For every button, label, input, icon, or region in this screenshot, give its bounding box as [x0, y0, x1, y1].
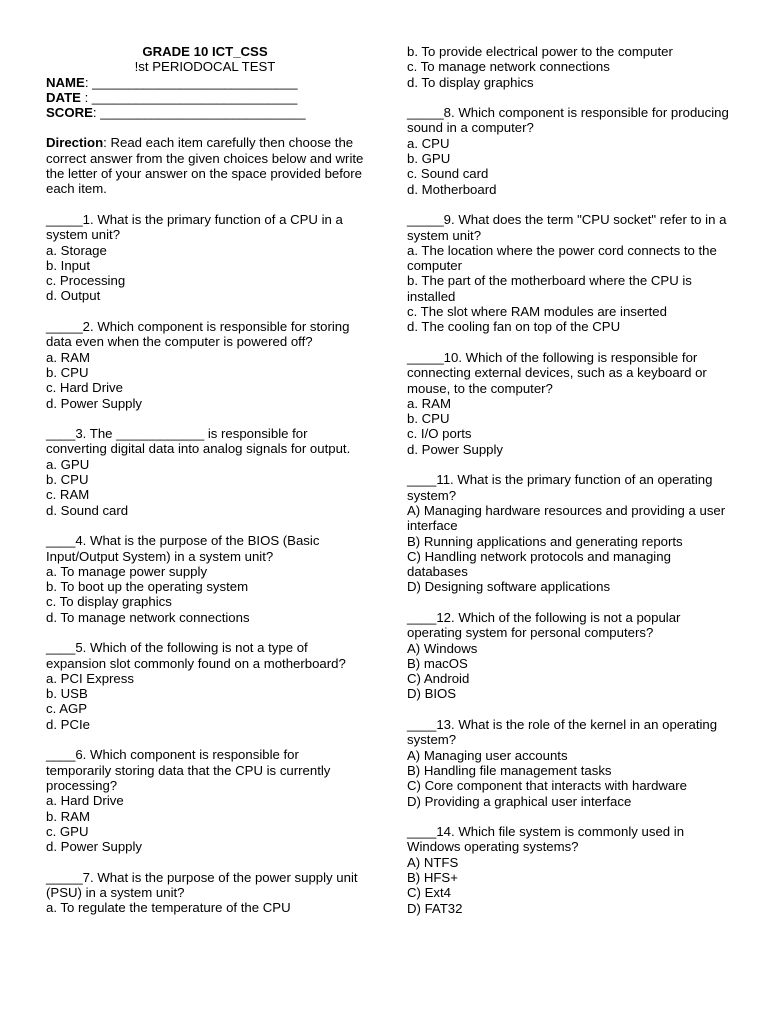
right-question-list: [407, 105, 729, 916]
answer-choice: c. Hard Drive: [46, 380, 123, 396]
question-item: [407, 472, 729, 594]
answer-choice: d. Power Supply: [46, 839, 143, 855]
question-stem: ____3. The ____________ is responsible for converting digital data into analog signals for output.: [46, 426, 351, 457]
directions: [46, 135, 364, 196]
answer-choice: B) macOS: [407, 655, 468, 671]
answer-choice: a. PCI Express: [46, 670, 134, 686]
score-label: SCORE: [46, 105, 93, 121]
question-stem: ____5. Which of the following is not a type of expansion slot commonly found on a motherboard?: [46, 640, 346, 671]
question-7-continued: [407, 44, 729, 90]
answer-choice: b. CPU: [46, 364, 89, 380]
question-item: [407, 212, 729, 334]
answer-choice: C) Core component that interacts with hardware: [407, 778, 687, 794]
answer-choice: c. The slot where RAM modules are inserted: [407, 304, 667, 320]
answer-choice: d. Power Supply: [407, 441, 504, 457]
question-stem: ____13. What is the role of the kernel in an operating system?: [407, 717, 718, 748]
answer-choice: d. The cooling fan on top of the CPU: [407, 319, 621, 335]
question-stem: ____14. Which file system is commonly used in Windows operating systems?: [407, 824, 685, 855]
date-line: : ____________________________: [80, 89, 298, 105]
answer-choice: C) Ext4: [407, 885, 451, 901]
question-stem: _____2. Which component is responsible for storing data even when the computer is powered off?: [46, 319, 350, 350]
test-title: GRADE 10 ICT_CSS: [142, 44, 268, 59]
answer-choice: d. PCIe: [46, 716, 90, 732]
left-column: [46, 44, 364, 916]
question-item: [407, 717, 729, 809]
question-item: [407, 824, 729, 916]
question-stem: _____1. What is the primary function of a CPU in a system unit?: [46, 211, 343, 243]
name-line: : ____________________________: [84, 74, 298, 90]
answer-choice: b. GPU: [407, 151, 451, 167]
answer-choice: b. The part of the motherboard where the CPU is installed: [407, 273, 692, 304]
question-item: [407, 350, 729, 457]
answer-choice: d. To manage network connections: [46, 609, 250, 625]
question-item: [46, 747, 364, 854]
answer-choice: d. Sound card: [46, 502, 129, 518]
name-label: NAME: [46, 74, 85, 90]
left-question-list: [46, 212, 364, 916]
answer-choice: b. RAM: [46, 808, 90, 824]
name-field: [46, 75, 364, 90]
answer-choice: B) Running applications and generating reports: [407, 533, 683, 549]
choice: d. To display graphics: [407, 74, 534, 90]
answer-choice: c. Processing: [46, 273, 126, 289]
score-line: : ____________________________: [92, 105, 306, 121]
question-stem: ____6. Which component is responsible for temporarily storing data that the CPU is currently processing?: [46, 747, 331, 793]
date-label: DATE: [46, 89, 81, 105]
answer-choice: c. To display graphics: [46, 594, 172, 610]
choice: c. To manage network connections: [407, 59, 610, 75]
answer-choice: A) Managing hardware resources and providing a user interface: [407, 502, 726, 534]
question-item: [407, 105, 729, 197]
answer-choice: a. GPU: [46, 456, 90, 472]
answer-choice: c. AGP: [46, 701, 88, 717]
answer-choice: d. Motherboard: [407, 181, 497, 197]
choice: b. To provide electrical power to the computer: [407, 44, 673, 59]
answer-choice: C) Handling network protocols and managing databases: [407, 548, 671, 580]
answer-choice: b. To boot up the operating system: [46, 579, 249, 595]
answer-choice: c. RAM: [46, 487, 90, 503]
answer-choice: a. Hard Drive: [46, 793, 124, 809]
answer-choice: a. To regulate the temperature of the CPU: [46, 900, 291, 916]
answer-choice: c. Sound card: [407, 166, 489, 182]
question-item: [46, 533, 364, 625]
answer-choice: a. Storage: [46, 242, 107, 258]
right-column: [407, 44, 729, 916]
direction-label: Direction: [46, 135, 104, 151]
answer-choice: c. GPU: [46, 823, 89, 839]
question-stem: ____12. Which of the following is not a popular operating system for personal computers?: [407, 609, 681, 641]
direction-text: : Read each item carefully then choose the correct answer from the given choices below and write the letter of your answer on the space provided before each item.: [46, 135, 364, 197]
question-stem: ____11. What is the primary function of an operating system?: [407, 472, 713, 503]
answer-choice: b. CPU: [407, 411, 450, 427]
question-item: [46, 212, 364, 304]
answer-choice: B) Handling file management tasks: [407, 762, 612, 778]
question-stem: _____10. Which of the following is responsible for connecting external devices, such as a keyboard or mouse, to the computer?: [407, 349, 707, 396]
answer-choice: d. Output: [46, 288, 101, 304]
answer-choice: b. CPU: [46, 472, 89, 488]
answer-choice: d. Power Supply: [46, 395, 143, 411]
answer-choice: D) Designing software applications: [407, 579, 611, 595]
answer-choice: a. To manage power supply: [46, 563, 208, 579]
answer-choice: C) Android: [407, 671, 470, 687]
answer-choice: a. RAM: [407, 395, 451, 411]
answer-choice: a. RAM: [46, 349, 90, 365]
answer-choice: A) Windows: [407, 640, 478, 656]
answer-choice: B) HFS+: [407, 870, 458, 886]
answer-choice: D) FAT32: [407, 900, 463, 916]
answer-choice: b. Input: [46, 257, 90, 273]
question-stem: _____7. What is the purpose of the power supply unit (PSU) in a system unit?: [46, 869, 358, 901]
answer-choice: a. The location where the power cord connects to the computer: [407, 242, 717, 274]
question-stem: ____4. What is the purpose of the BIOS (Basic Input/Output System) in a system unit?: [46, 533, 320, 564]
answer-choice: A) NTFS: [407, 854, 459, 870]
question-item: [46, 870, 364, 916]
question-item: [46, 319, 364, 411]
question-item: [46, 426, 364, 518]
answer-choice: D) BIOS: [407, 686, 457, 702]
answer-choice: c. I/O ports: [407, 426, 472, 442]
question-item: [46, 640, 364, 732]
answer-choice: b. USB: [46, 686, 88, 702]
question-stem: _____8. Which component is responsible for producing sound in a computer?: [407, 105, 729, 136]
question-item: [407, 610, 729, 702]
question-stem: _____9. What does the term "CPU socket" refer to in a system unit?: [407, 212, 727, 243]
answer-choice: D) Providing a graphical user interface: [407, 793, 632, 809]
date-field: [46, 90, 364, 105]
score-field: [46, 105, 364, 120]
answer-choice: a. CPU: [407, 135, 450, 151]
answer-choice: A) Managing user accounts: [407, 747, 568, 763]
test-subtitle: !st PERIODOCAL TEST: [134, 59, 276, 75]
